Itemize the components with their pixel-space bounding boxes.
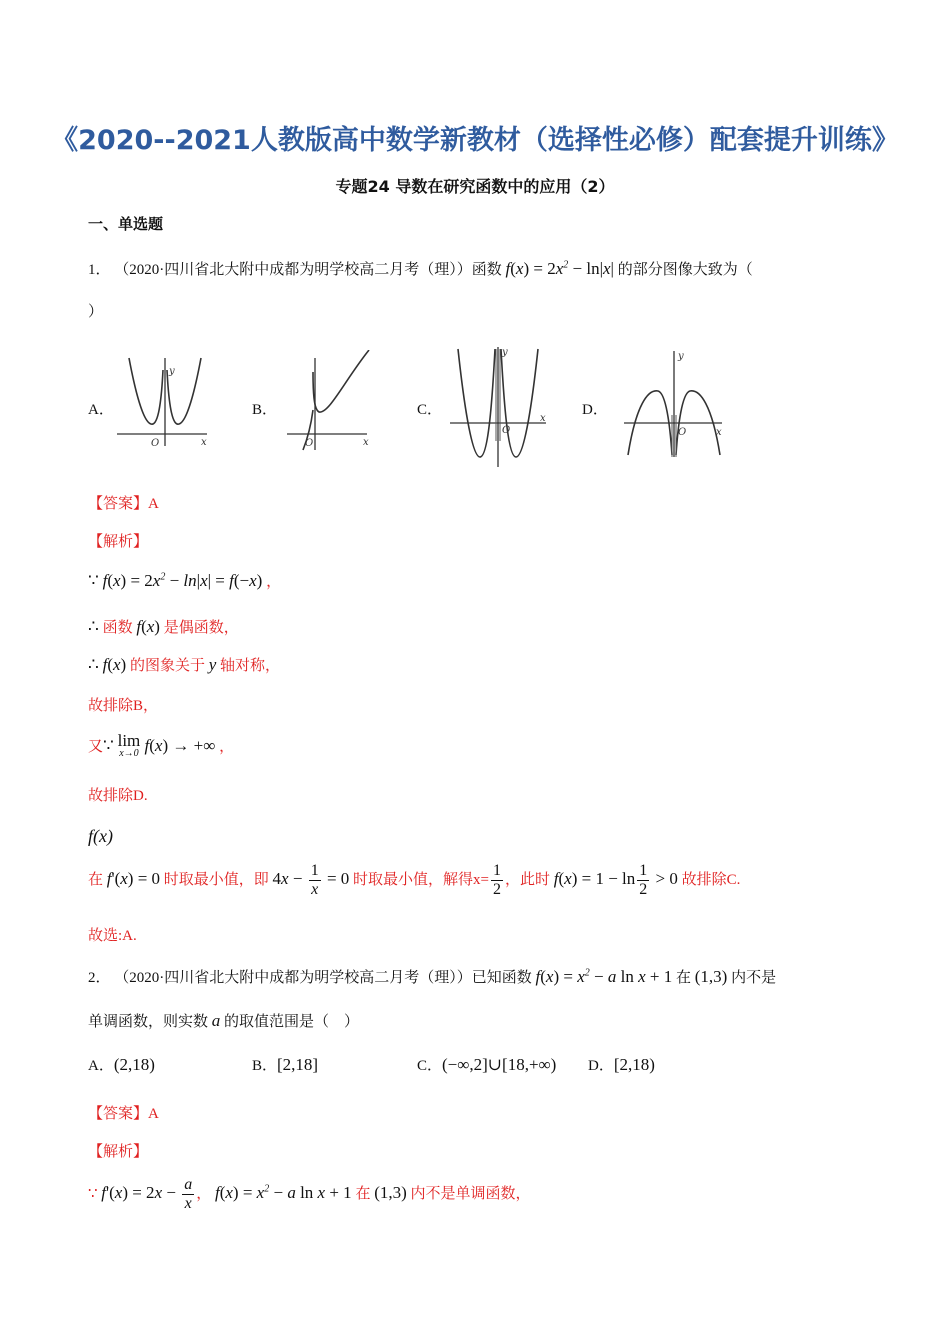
q2-option-c xyxy=(417,1054,556,1075)
option-label: A． xyxy=(88,1058,114,1074)
step-text: 故排除C. xyxy=(681,871,741,888)
option-value: (2,18) xyxy=(113,1055,155,1074)
step-text: 内不是单调函数， xyxy=(410,1185,531,1202)
q1-step-5: 又∵ lim x→0 f(x) → +∞ ， xyxy=(88,731,235,759)
option-a-graph xyxy=(115,350,215,450)
q2-step-1: ∵ f'(x) = 2x − $\frac{a}{x}$ ， $f(x) = x^2 - a$ ln x + 1 在 (1,3) 内不是单调函数， xyxy=(88,1176,531,1212)
q1-step-3: ∴ f(x) 的图象关于 y 轴对称， xyxy=(88,655,281,674)
question-1-close: ） xyxy=(88,304,104,320)
question-tail: 的部分图像大致为（ xyxy=(617,262,753,278)
topic-title: 专题24 导数在研究函数中的应用（2） xyxy=(335,177,615,196)
stem-text: 内不是 xyxy=(731,970,777,986)
question-1-stem xyxy=(88,258,753,279)
step-text: ，此时 xyxy=(505,871,551,888)
stem-text: 单调函数，则实数 xyxy=(88,1014,209,1030)
y-var: y xyxy=(208,655,217,674)
function-formula: $f(x) = 2x^2 - \ln|x|$ xyxy=(505,259,614,278)
punct: ， xyxy=(196,1185,212,1202)
option-b-graph xyxy=(285,350,375,455)
step-text: 函数 xyxy=(102,620,133,636)
question-2-stem: 2． （2020·四川省北大附中成都为明学校高二月考（理））已知函数 $f(x) = x^2 - a$ ln x + 1 在 (1,3) 内不是 xyxy=(88,967,777,986)
q2-option-b xyxy=(252,1054,318,1075)
option-a-label: A． xyxy=(88,402,114,418)
svg-text:y: y xyxy=(678,351,684,362)
option-label: B． xyxy=(252,1058,278,1074)
q2-analysis-title: 【解析】 xyxy=(88,1144,149,1160)
question-number: 1． xyxy=(88,262,111,278)
q2-option-d xyxy=(588,1054,655,1075)
stem-text: 的取值范围是（ ） xyxy=(224,1014,360,1030)
option-label: C． xyxy=(417,1058,443,1074)
svg-text:x: x xyxy=(201,437,207,448)
q1-analysis-title: 【解析】 xyxy=(88,534,149,550)
svg-text:O: O xyxy=(502,425,511,436)
svg-text:O: O xyxy=(151,438,160,449)
q1-step-8: 在 f'(x) = 0 时取最小值，即 4x − $\frac{1}{x}$ = 0 时取最小值，解得x= $\frac{1}{2}$ ，此时 f(x) = 1 − ln $\frac{1}{2}$ > 0 故排除C. xyxy=(88,862,741,898)
section-heading: 一、单选题 xyxy=(88,215,164,233)
option-value: [2,18) xyxy=(613,1055,655,1074)
stem-text: 在 xyxy=(675,970,691,986)
svg-text:y: y xyxy=(502,347,508,358)
svg-text:x: x xyxy=(363,437,369,448)
question-source: （2020·四川省北大附中成都为明学校高二月考（理））已知函数 xyxy=(114,970,532,986)
question-2-line-2 xyxy=(88,1010,359,1031)
option-d-graph xyxy=(622,345,727,460)
option-c-label: C． xyxy=(417,402,443,418)
question-number: 2． xyxy=(88,970,111,986)
step-text: 在 xyxy=(88,871,104,888)
option-label: D． xyxy=(588,1058,614,1074)
step-text: 是偶函数， xyxy=(163,620,239,636)
q2-answer: 【答案】A xyxy=(88,1106,159,1122)
step-text: 在 xyxy=(355,1185,371,1202)
punct: ， xyxy=(266,574,282,590)
question-source: （2020·四川省北大附中成都为明学校高二月考（理））函数 xyxy=(114,262,502,278)
document-title: 《2020--2021人教版高中数学新教材（选择性必修）配套提升训练》 xyxy=(51,125,899,156)
step-text: 轴对称， xyxy=(220,658,281,674)
q1-step-6: 故排除D. xyxy=(88,788,148,804)
step-text: 时取最小值，解得x= xyxy=(353,871,489,888)
step-text: 时取最小值，即 xyxy=(163,871,269,888)
svg-text:O: O xyxy=(678,427,687,438)
q1-step-4: 故排除B， xyxy=(88,698,159,714)
step-text: 的图象关于 xyxy=(129,658,205,674)
option-value: (−∞,2]∪[18,+∞) xyxy=(442,1055,557,1074)
q1-step-2: ∴ 函数 f(x) 是偶函数， xyxy=(88,617,239,636)
q1-step-1: ∵ $f(x) = 2x^2 - \ln|x| = f(-x)$ ， xyxy=(88,571,282,590)
q2-option-a xyxy=(88,1054,155,1075)
q1-answer: 【答案】A xyxy=(88,496,159,512)
q1-step-7: f(x) xyxy=(88,826,113,846)
q1-conclusion: 故选:A. xyxy=(88,928,137,944)
svg-text:x: x xyxy=(716,427,722,438)
option-d-label: D． xyxy=(582,402,608,418)
option-value: [2,18] xyxy=(277,1055,319,1074)
svg-text:O: O xyxy=(305,438,314,449)
a-var: a xyxy=(211,1011,221,1030)
option-c-graph xyxy=(448,345,553,470)
punct: ， xyxy=(219,738,235,755)
svg-text:x: x xyxy=(540,413,546,424)
step-text: 又 xyxy=(88,738,104,755)
option-b-label: B． xyxy=(252,402,278,418)
svg-text:y: y xyxy=(169,366,175,377)
